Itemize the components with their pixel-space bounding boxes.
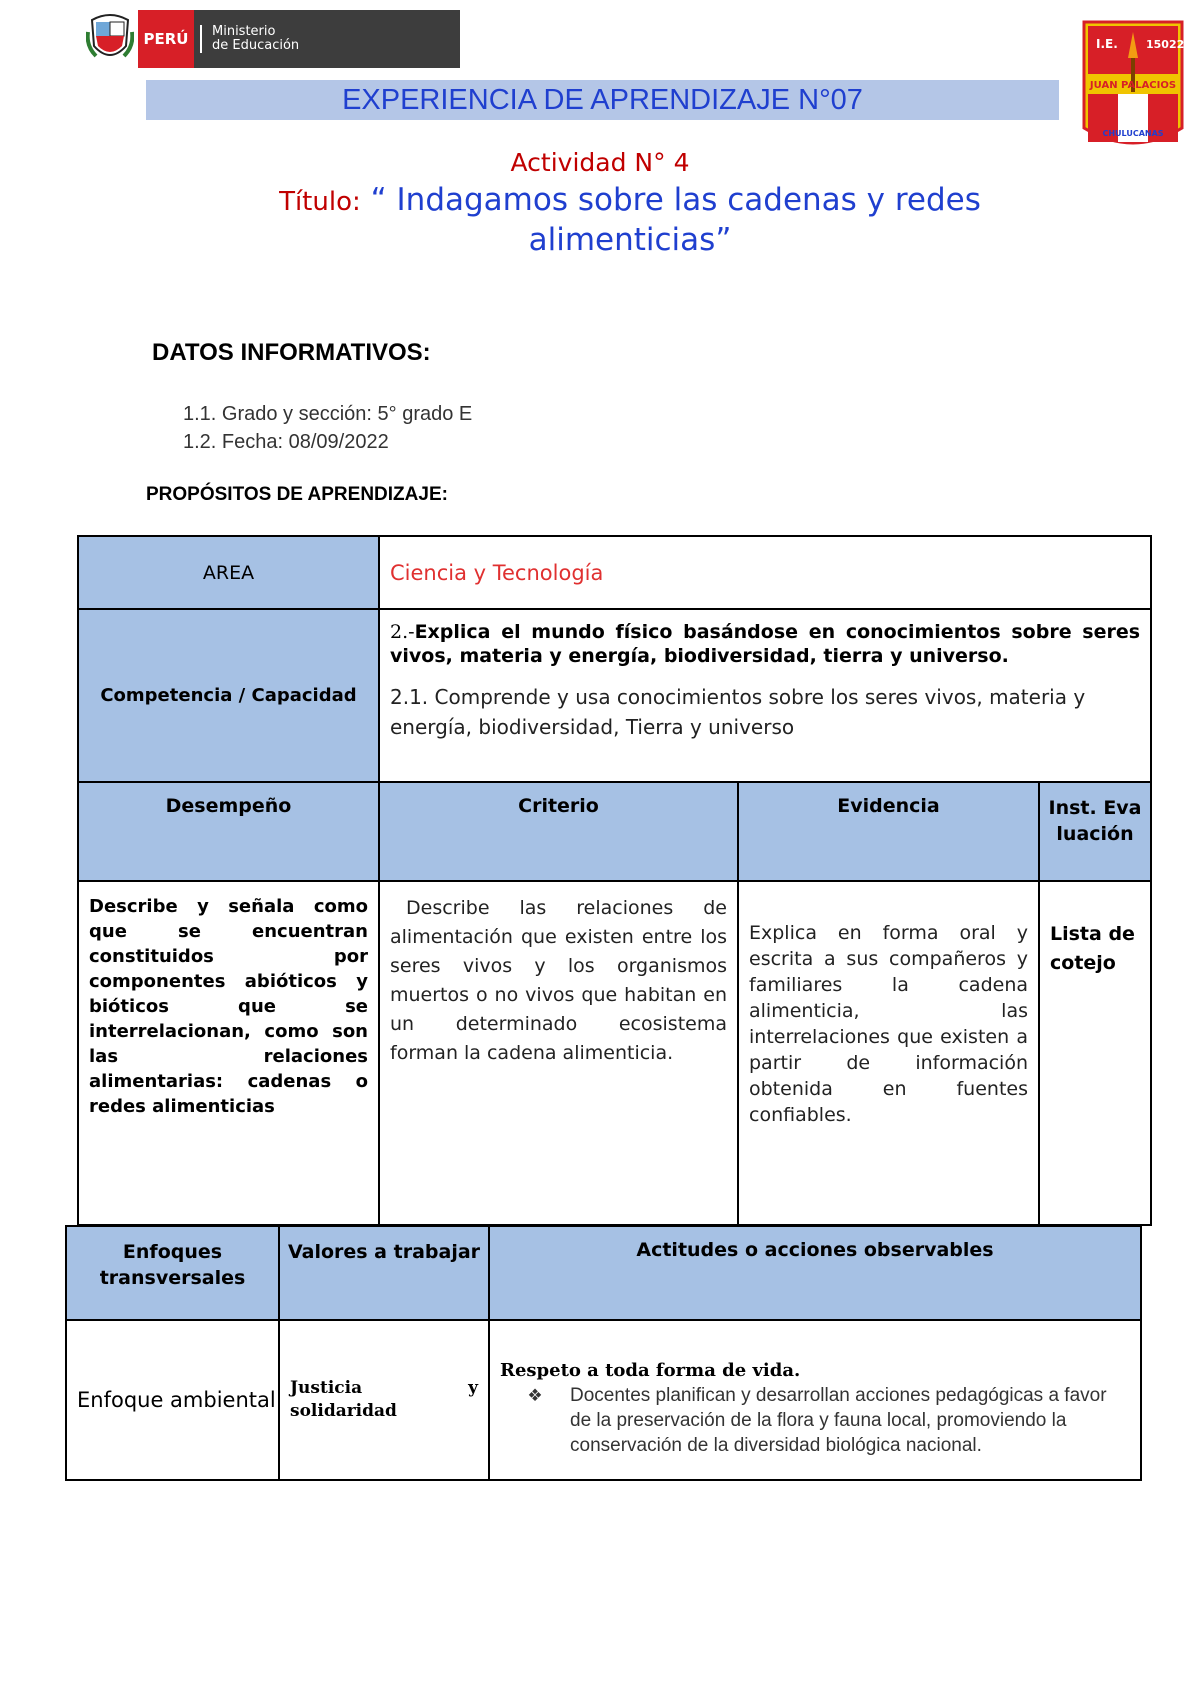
valores-header: Valores a trabajar	[287, 1241, 481, 1263]
ministerio-brand-block	[138, 10, 460, 68]
capacidad-text	[390, 682, 1140, 742]
evidencia-cell	[738, 881, 1039, 1225]
evidencia-header: Evidencia	[837, 795, 940, 817]
actitud-cell	[489, 1320, 1141, 1480]
enfoques-header-row	[66, 1226, 1141, 1320]
datos-list	[183, 400, 472, 456]
competencia-label-cell	[78, 609, 379, 782]
area-label: AREA	[202, 561, 255, 584]
propositos-table	[77, 535, 1152, 1226]
valor-cell	[279, 1320, 489, 1480]
datos-item-fecha: 1.2. Fecha: 08/09/2022	[183, 431, 389, 453]
evidencia-text: Explica en forma oral y escrita a sus compañeros y familiares la cadena alimenticia, las interrelaciones que existen a partir de información obtenida en fuentes confiables.	[749, 922, 1028, 1126]
area-value-cell	[379, 536, 1151, 609]
peru-label: PERÚ	[138, 10, 194, 68]
area-value: Ciencia y Tecnología	[390, 560, 604, 585]
school-badge-logo	[1078, 18, 1188, 153]
diamond-bullet-icon: ❖	[527, 1386, 543, 1405]
inst-header: Inst. Evaluación	[1048, 797, 1142, 845]
enfoque-cell	[66, 1320, 279, 1480]
competencia-number: 2.-	[390, 621, 415, 643]
inst-header-cell	[1039, 782, 1151, 881]
criterio-header-cell	[379, 782, 738, 881]
ministry-line2: de Educación	[212, 38, 300, 53]
activity-title	[180, 181, 1080, 259]
inst-text: Lista de cotejo	[1050, 923, 1135, 974]
inst-cell	[1039, 881, 1151, 1225]
competencia-description: Explica el mundo físico basándose en conocimientos sobre seres vivos, materia y energía, biodiversidad, tierra y universo.	[390, 621, 1141, 667]
enfoque-text: Enfoque ambiental	[77, 1387, 276, 1412]
school-ie-text: I.E.	[1096, 37, 1118, 51]
actitudes-header: Actitudes o acciones observables	[636, 1239, 994, 1261]
table-row	[66, 1320, 1141, 1480]
capacidad-number: 2.1.	[390, 685, 429, 709]
ministry-name	[200, 25, 299, 53]
criterio-text: Describe las relaciones de alimentación que existen entre los seres vivos y los organismos muertos o no vivos que habitan en un determinado ecosistema forman la cadena alimenticia.	[390, 897, 727, 1064]
peru-coat-of-arms-icon	[86, 12, 134, 64]
desempeno-header-cell	[78, 782, 379, 881]
table-header-row	[78, 782, 1151, 881]
competencia-row	[78, 609, 1151, 782]
activity-number: Actividad N° 4	[510, 148, 690, 177]
desempeno-text: Describe y señala como que se encuentran constituidos por componentes abióticos y bióticos que se interrelacionan, como son las relaciones alimentarias: cadenas o redes alimenticias	[89, 896, 368, 1117]
valor-text: Justicia y solidaridad	[290, 1378, 478, 1421]
datos-item-grado: 1.1. Grado y sección: 5° grado E	[183, 403, 473, 425]
actitud-bullet-item	[500, 1383, 1130, 1458]
enfoques-table	[65, 1225, 1142, 1481]
school-number-text: 15022	[1146, 38, 1185, 51]
competencia-label: Competencia / Capacidad	[100, 685, 357, 706]
area-row	[78, 536, 1151, 609]
competencia-text	[390, 620, 1140, 668]
enfoques-header-cell	[66, 1226, 279, 1320]
area-label-cell	[78, 536, 379, 609]
title-value: “ Indagamos sobre las cadenas y redes alimenticias”	[370, 182, 981, 258]
table-row	[78, 881, 1151, 1225]
enfoques-header: Enfoques transversales	[99, 1241, 246, 1289]
capacidad-description: Comprende y usa conocimientos sobre los seres vivos, materia y energía, biodiversidad, Tierra y universo	[390, 685, 1086, 739]
competencia-value-cell	[379, 609, 1151, 782]
criterio-cell	[379, 881, 738, 1225]
actitudes-header-cell	[489, 1226, 1141, 1320]
criterio-header: Criterio	[518, 795, 599, 817]
title-label: Título:	[279, 187, 361, 217]
school-name-text: JUAN PALACIOS	[1089, 80, 1177, 91]
experience-banner: EXPERIENCIA DE APRENDIZAJE N°07	[146, 80, 1059, 120]
datos-heading: DATOS INFORMATIVOS:	[152, 339, 431, 366]
ministerio-logo	[86, 8, 376, 68]
evidencia-header-cell	[738, 782, 1039, 881]
valores-header-cell	[279, 1226, 489, 1320]
desempeno-header: Desempeño	[165, 795, 292, 817]
actitud-title: Respeto a toda forma de vida.	[500, 1360, 801, 1381]
actitud-bullet-text: Docentes planifican y desarrollan acciones pedagógicas a favor de la preservación de la flora y fauna local, promoviendo la conservación de la diversidad biológica nacional.	[570, 1385, 1107, 1456]
ministry-line1: Ministerio	[212, 24, 276, 39]
propositos-heading: PROPÓSITOS DE APRENDIZAJE:	[146, 484, 448, 505]
school-town-text: CHULUCANAS	[1102, 129, 1164, 138]
desempeno-cell	[78, 881, 379, 1225]
